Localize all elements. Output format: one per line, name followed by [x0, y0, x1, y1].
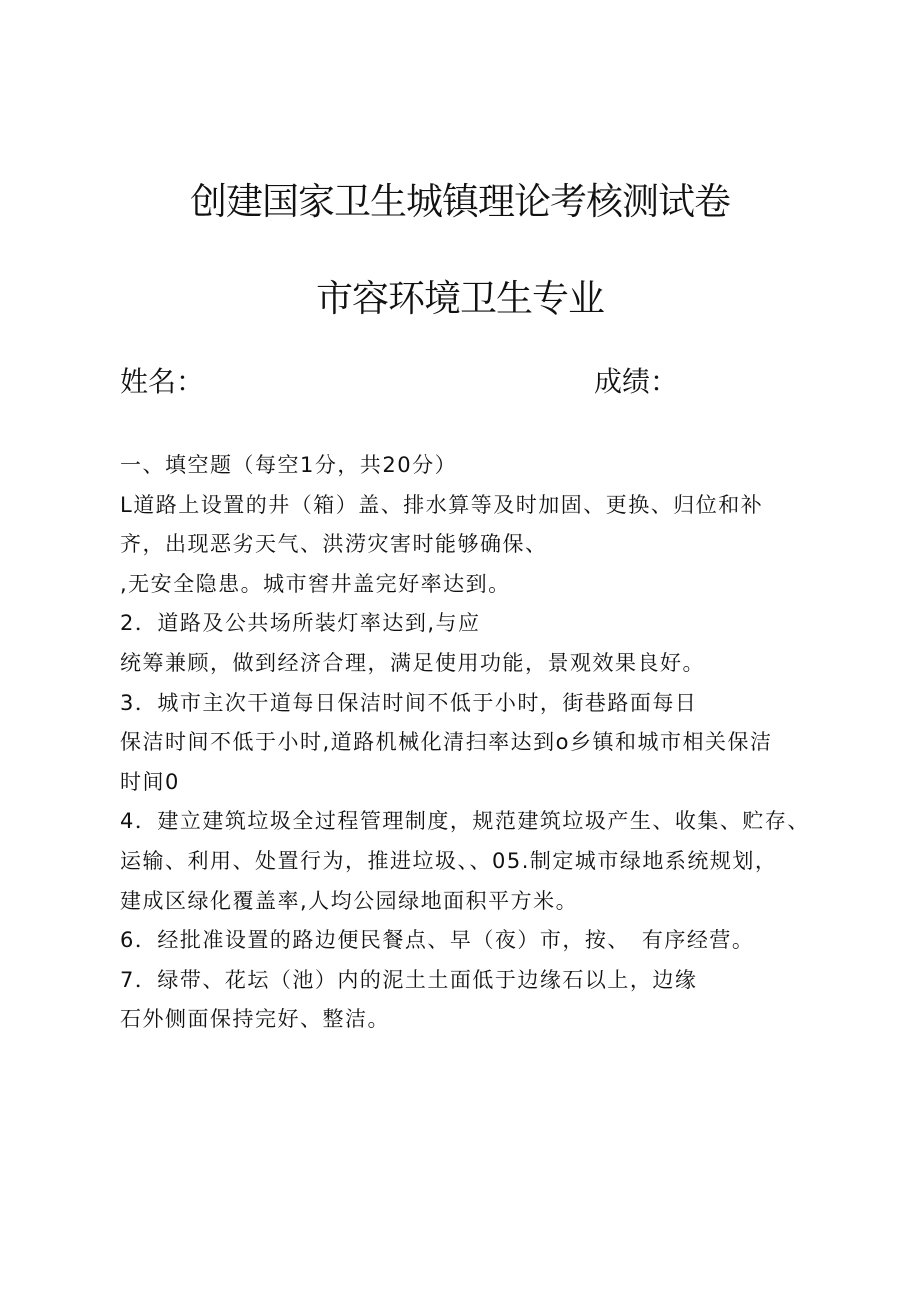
page-title: 创建国家卫生城镇理论考核测试卷 [190, 180, 730, 223]
page-subtitle: 市容环境卫生专业 [316, 277, 604, 320]
question-line: 统筹兼顾，做到经济合理，满足使用功能，景观效果良好。 [120, 650, 705, 675]
question-line: 4．建立建筑垃圾全过程管理制度，规范建筑垃圾产生、收集、贮存、 [120, 809, 810, 834]
question-body [120, 446, 840, 1040]
question-line: 6．经批准设置的路边便民餐点、早（夜）市，按、 有序经营。 [120, 928, 755, 953]
name-label: 姓名： [120, 365, 205, 398]
question-line: 保洁时间不低于小时,道路机械化清扫率达到o乡镇和城市相关保洁 [120, 730, 773, 755]
question-line: 石外侧面保持完好、整洁。 [120, 1007, 390, 1032]
question-line: 建成区绿化覆盖率,人均公园绿地面积平方米。 [120, 888, 579, 913]
question-line: 运输、利用、处置行为，推进垃圾、、05.制定城市绿地系统规划， [120, 848, 778, 873]
question-line: L道路上设置的井（箱）盖、排水算等及时加固、更换、归位和补 [120, 492, 764, 517]
section-heading: 一、填空题（每空1分，共20分） [120, 453, 458, 477]
question-line: 时间0 [120, 769, 180, 794]
question-line: ,无安全隐患。城市窖井盖完好率达到。 [120, 571, 511, 596]
question-line: 2．道路及公共场所装灯率达到,与应 [120, 611, 481, 636]
question-line: 7．绿带、花坛（池）内的泥土土面低于边缘石以上，边缘 [120, 967, 698, 992]
score-label: 成绩： [594, 365, 679, 398]
question-line: 齐，出现恶劣天气、洪涝灾害时能够确保、 [120, 532, 548, 557]
question-line: 3．城市主次干道每日保洁时间不低于小时，街巷路面每日 [120, 690, 698, 715]
